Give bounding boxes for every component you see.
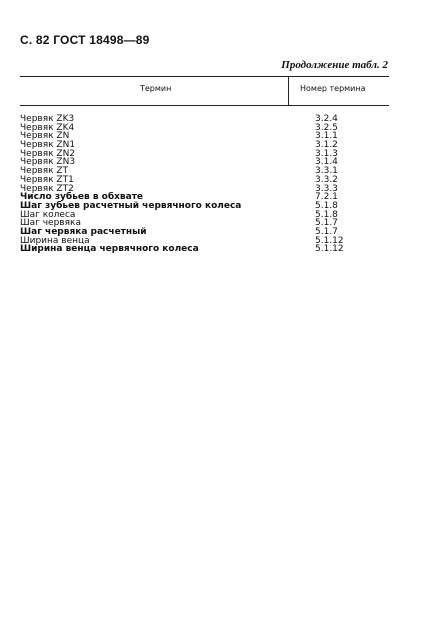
term-text: Число зубьев в обхвате [20, 192, 144, 203]
term-text: Ширина венца червячного колеса [20, 244, 199, 255]
term-number: 7.2.1 [315, 192, 338, 203]
term-number: 5.1.12 [315, 244, 344, 255]
table-top-rule [20, 76, 389, 77]
term-number: 5.1.8 [315, 209, 338, 220]
term-number: 5.1.8 [315, 200, 338, 211]
term-number: 3.2.5 [315, 122, 338, 133]
term-text: Шаг колеса [20, 209, 76, 220]
column-divider [288, 76, 289, 105]
term-number: 3.3.1 [315, 166, 338, 177]
column-header-number: Номер термина [300, 84, 366, 93]
term-text: Червяк ZK4 [20, 122, 75, 133]
term-text: Червяк ZT [20, 166, 69, 177]
term-text: Червяк ZN2 [20, 148, 76, 159]
term-text: Червяк ZN [20, 131, 70, 142]
term-text: Червяк ZT2 [20, 183, 74, 194]
table-row [20, 245, 389, 254]
term-text: Ширина венца [20, 235, 90, 246]
table-continuation-label: Продолжение табл. 2 [281, 59, 388, 71]
term-number: 3.1.3 [315, 148, 338, 159]
table-body [20, 115, 389, 254]
term-text: Шаг червяка расчетный [20, 226, 147, 237]
page-header: С. 82 ГОСТ 18498—89 [20, 33, 150, 47]
term-number: 5.1.7 [315, 226, 338, 237]
term-text: Шаг зубьев расчетный червячного колеса [20, 200, 242, 211]
term-text: Шаг червяка [20, 218, 81, 229]
term-number: 3.3.2 [315, 174, 338, 185]
term-number: 5.1.7 [315, 218, 338, 229]
term-number: 3.1.4 [315, 157, 338, 168]
term-text: Червяк ZN3 [20, 157, 76, 168]
term-number: 3.1.1 [315, 131, 338, 142]
term-number: 3.2.4 [315, 114, 338, 124]
term-number: 5.1.12 [315, 235, 344, 246]
term-text: Червяк ZT1 [20, 174, 74, 185]
term-text: Червяк ZN1 [20, 140, 76, 151]
term-number: 3.3.3 [315, 183, 338, 194]
column-header-term: Термин [140, 84, 172, 93]
term-number: 3.1.2 [315, 140, 338, 151]
header-bottom-rule [20, 105, 389, 106]
term-text: Червяк ZK3 [20, 114, 75, 124]
